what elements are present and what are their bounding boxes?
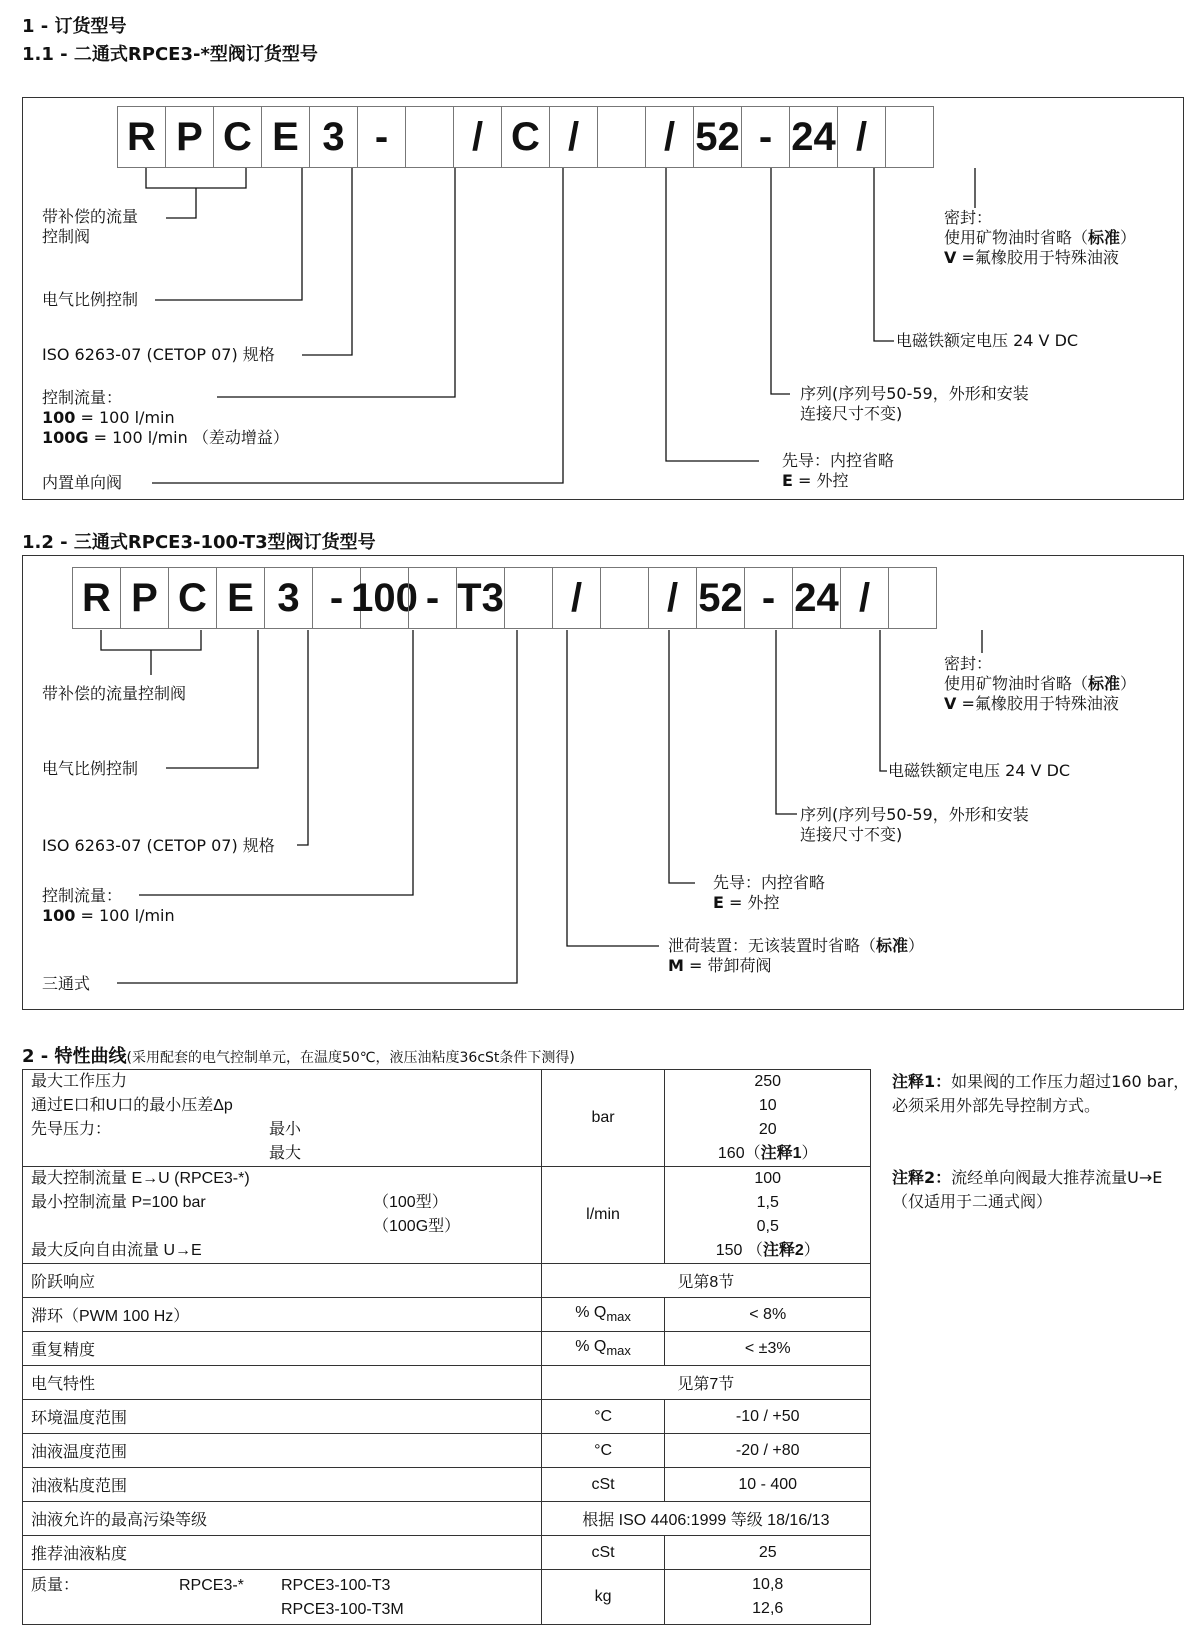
row-unit: % $Q_{max}$ bbox=[541, 1332, 665, 1366]
heading-two-way: 1.1 - 二通式RPCE3-*型阀订货型号 bbox=[22, 44, 318, 65]
label-electric-proportional: 电气比例控制 bbox=[42, 290, 139, 309]
code-box: P bbox=[165, 106, 214, 168]
code-box: 24 bbox=[792, 567, 841, 629]
table-row bbox=[23, 1400, 871, 1434]
code-box: - bbox=[357, 106, 406, 168]
row-value: 见第7节 bbox=[541, 1366, 870, 1400]
table-row bbox=[23, 1536, 871, 1570]
code-box: / bbox=[552, 567, 601, 629]
label-control-flow: 控制流量： 100 = 100 l/min 100G = 100 l/min （差动增益） bbox=[42, 388, 289, 447]
note-1: 注释1：如果阀的工作压力超过160 bar，必须采用外部先导控制方式。 bbox=[892, 1072, 1190, 1115]
code-box: - bbox=[312, 567, 361, 629]
code-box: C bbox=[213, 106, 262, 168]
row-unit: °C bbox=[541, 1434, 665, 1468]
row-value: 见第8节 bbox=[541, 1264, 870, 1298]
row-label: 电气特性 bbox=[23, 1366, 542, 1400]
row-label: 阶跃响应 bbox=[23, 1264, 542, 1298]
row-value: < 8% bbox=[665, 1298, 871, 1332]
code-box: / bbox=[840, 567, 889, 629]
code-box bbox=[888, 567, 937, 629]
row-unit: cSt bbox=[541, 1536, 665, 1570]
table-row: 最大控制流量 E→U (RPCE3-*) 最小控制流量 P=100 bar （100型） （100G型） 最大反向自由流量 U→E l/min 100 1,5 0,5 150 （注释2） bbox=[23, 1167, 871, 1264]
table-row: 质量： RPCE3-* RPCE3-100-T3 RPCE3-100-T3M kg 10,8 12,6 bbox=[23, 1570, 871, 1625]
code-box: P bbox=[120, 567, 169, 629]
table-row bbox=[23, 1434, 871, 1468]
label-series: 序列(序列号50-59，外形和安装 连接尺寸不变) bbox=[800, 384, 1029, 423]
label-voltage-2: 电磁铁额定电压 24 V DC bbox=[888, 761, 1071, 780]
code-box: 3 bbox=[309, 106, 358, 168]
code-box: 100 bbox=[360, 567, 409, 629]
code-box bbox=[600, 567, 649, 629]
table-row bbox=[23, 1332, 871, 1366]
label-seal: 密封： 使用矿物油时省略（标准） V =氟橡胶用于特殊油液 bbox=[944, 208, 1137, 267]
row-label: 推荐油液粘度 bbox=[23, 1536, 542, 1570]
code-box: 52 bbox=[696, 567, 745, 629]
row-label: 油液粘度范围 bbox=[23, 1468, 542, 1502]
row-label: 滞环（PWM 100 Hz） bbox=[23, 1298, 542, 1332]
code-box: 24 bbox=[789, 106, 838, 168]
row-value: 25 bbox=[665, 1536, 871, 1570]
row-label: 环境温度范围 bbox=[23, 1400, 542, 1434]
code-box: R bbox=[117, 106, 166, 168]
code-box: E bbox=[216, 567, 265, 629]
code-box bbox=[504, 567, 553, 629]
row-value: 根据 ISO 4406:1999 等级 18/16/13 bbox=[541, 1502, 870, 1536]
code-box: / bbox=[549, 106, 598, 168]
label-iso-size-2: ISO 6263-07 (CETOP 07) 规格 bbox=[42, 836, 275, 855]
label-iso-size: ISO 6263-07 (CETOP 07) 规格 bbox=[42, 345, 275, 364]
code-box: - bbox=[744, 567, 793, 629]
label-compensated-valve-2: 带补偿的流量控制阀 bbox=[42, 684, 187, 703]
row-value: < ±3% bbox=[665, 1332, 871, 1366]
code-box: R bbox=[72, 567, 121, 629]
label-pilot: 先导：内控省略 E = 外控 bbox=[782, 451, 895, 490]
code-box: / bbox=[837, 106, 886, 168]
code-box: / bbox=[645, 106, 694, 168]
row-value: 10 - 400 bbox=[665, 1468, 871, 1502]
table-row bbox=[23, 1264, 871, 1298]
table-row bbox=[23, 1366, 871, 1400]
label-series-2: 序列(序列号50-59，外形和安装 连接尺寸不变) bbox=[800, 805, 1029, 844]
code-box: - bbox=[408, 567, 457, 629]
row-value: -10 / +50 bbox=[665, 1400, 871, 1434]
code-box: 52 bbox=[693, 106, 742, 168]
specifications-table bbox=[22, 1069, 871, 1625]
table-row: 最大工作压力 通过E口和U口的最小压差Δp 先导压力： 最小 最大 bar 250 10 20 160（注释1） bbox=[23, 1070, 871, 1167]
label-voltage: 电磁铁额定电压 24 V DC bbox=[896, 331, 1079, 350]
label-electric-proportional-2: 电气比例控制 bbox=[42, 759, 139, 778]
row-unit: cSt bbox=[541, 1468, 665, 1502]
label-seal-2: 密封： 使用矿物油时省略（标准） V =氟橡胶用于特殊油液 bbox=[944, 654, 1137, 713]
label-three-way: 三通式 bbox=[42, 974, 91, 993]
table-row bbox=[23, 1298, 871, 1332]
row-label: 油液允许的最高污染等级 bbox=[23, 1502, 542, 1536]
label-check-valve: 内置单向阀 bbox=[42, 473, 123, 492]
table-row bbox=[23, 1468, 871, 1502]
label-compensated-valve: 带补偿的流量 控制阀 bbox=[42, 207, 139, 246]
row-unit: % $Q_{max}$ bbox=[541, 1298, 665, 1332]
label-unloading: 泄荷装置：无该装置时省略（标准） M = 带卸荷阀 bbox=[668, 936, 925, 975]
row-value: -20 / +80 bbox=[665, 1434, 871, 1468]
three-way-code-boxes bbox=[73, 567, 937, 629]
code-box: C bbox=[168, 567, 217, 629]
code-box: E bbox=[261, 106, 310, 168]
note-2: 注释2：流经单向阀最大推荐流量U→E（仅适用于二通式阀） bbox=[892, 1168, 1163, 1211]
heading-characteristics: 2 - 特性曲线(采用配套的电气控制单元，在温度50℃，液压油粘度36cSt条件下测得) bbox=[22, 1046, 575, 1067]
row-unit: °C bbox=[541, 1400, 665, 1434]
row-label: 油液温度范围 bbox=[23, 1434, 542, 1468]
heading-ordering-code: 1 - 订货型号 bbox=[22, 16, 127, 37]
heading-three-way: 1.2 - 三通式RPCE3-100-T3型阀订货型号 bbox=[22, 532, 376, 553]
table-row bbox=[23, 1502, 871, 1536]
code-box: - bbox=[741, 106, 790, 168]
code-box: / bbox=[453, 106, 502, 168]
code-box: T3 bbox=[456, 567, 505, 629]
code-box: C bbox=[501, 106, 550, 168]
label-pilot-2: 先导：内控省略 E = 外控 bbox=[713, 873, 826, 912]
code-box: 3 bbox=[264, 567, 313, 629]
row-label: 重复精度 bbox=[23, 1332, 542, 1366]
label-control-flow-2: 控制流量： 100 = 100 l/min bbox=[42, 886, 175, 925]
code-box: / bbox=[648, 567, 697, 629]
